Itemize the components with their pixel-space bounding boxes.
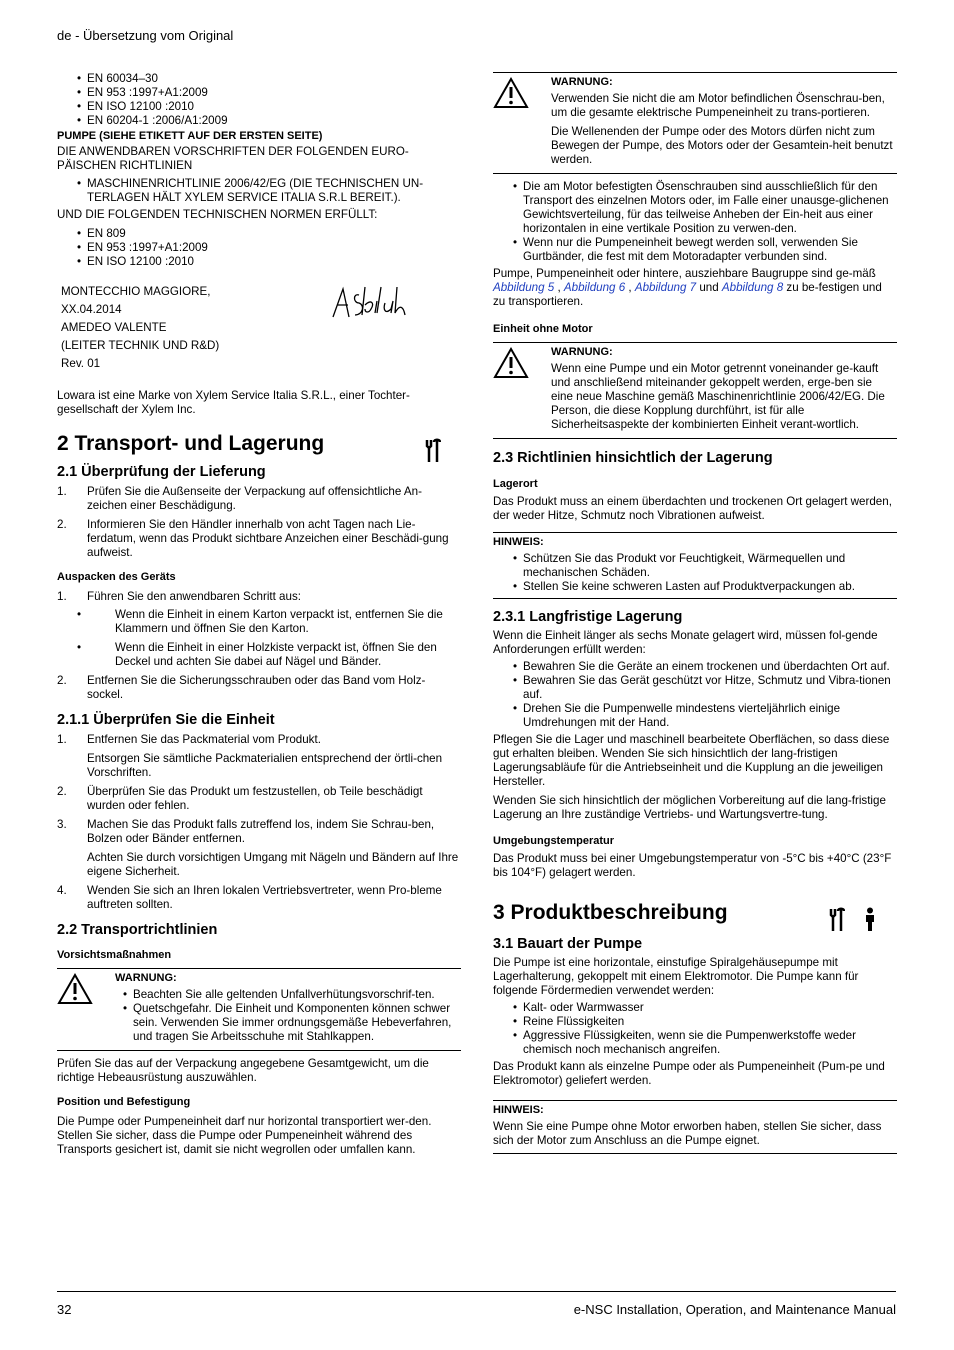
unpack-list	[57, 590, 461, 702]
item-number: 3.	[57, 818, 67, 831]
list-item: • EN 953 :1997+A1:2009	[57, 86, 461, 100]
item-text: Prüfen Sie die Außenseite der Verpackung auf offensichtliche An-zeichen einer Beschädigung.	[87, 485, 422, 512]
section-2-3-heading: 2.3 Richtlinien hinsichtlich der Lagerung	[493, 450, 773, 466]
directive-list	[57, 177, 461, 205]
left-column	[57, 72, 461, 1162]
note-title: HINWEIS:	[493, 536, 544, 548]
footer-title: e-NSC Installation, Operation, and Maintenance Manual	[573, 1302, 896, 1317]
list-item	[57, 818, 461, 879]
note-bullets	[493, 552, 897, 594]
storage-place-caption: Lagerort	[493, 478, 538, 490]
position-text: Die Pumpe oder Pumpeneinheit darf nur horizontal transportiert wer-den. Stellen Sie sicher, dass die Pumpe oder Pumpeneinheit während des Transports gesichert ist, damit sie nicht wegrollen oder umfallen kann.	[57, 1115, 432, 1156]
temperature-text: Das Produkt muss bei einer Umgebungstemperatur von -5°C bis +40°C (23°F bis 104°F) gelagert werden.	[493, 852, 892, 879]
norms-intro: UND DIE FOLGENDEN TECHNISCHEN NORMEN ERFÜLLT:	[57, 208, 378, 221]
chapter-2-heading	[57, 432, 461, 455]
signature-block	[61, 283, 461, 373]
sig-line: XX.04.2014	[61, 303, 122, 316]
warning-triangle-icon	[493, 77, 529, 109]
right-column	[493, 72, 897, 1154]
person-icon	[863, 907, 877, 933]
running-header: de - Übersetzung vom Original	[57, 28, 234, 43]
media-list	[493, 1001, 897, 1057]
list-item: • Reine Flüssigkeiten	[493, 1015, 897, 1029]
long-storage-bullets	[493, 660, 897, 730]
list-item: • EN 60204-1 :2006/A1:2009	[57, 114, 461, 128]
item-text: Überprüfen Sie das Produkt um festzustellen, ob Teile beschädigt wurden oder fehlen.	[87, 785, 423, 812]
warning-triangle-icon	[57, 973, 93, 1005]
text: und	[699, 281, 719, 294]
pump-description: Die Pumpe ist eine horizontale, einstufige Spiralgehäusepumpe mit Lagerhalterung, gekoppelt mit einem Elektromotor. Die Pumpe kann für folgende Fördermedien verwendet werden:	[493, 956, 859, 997]
list-item: • Drehen Sie die Pumpenwelle mindestens vierteljährlich einige Umdrehungen mit der Hand.	[493, 702, 897, 730]
delivery-list	[57, 485, 461, 560]
item-number: 2.	[57, 785, 67, 798]
item-number: 4.	[57, 884, 67, 897]
chapter-title: 2 Transport- und Lagerung	[57, 432, 325, 455]
list-item: • Schützen Sie das Produkt vor Feuchtigkeit, Wärmequellen und mechanischen Schäden.	[493, 552, 897, 580]
item-text: Informieren Sie den Händler innerhalb von acht Tagen nach Lie-ferdatum, wenn das Produkt sichtbare Anzeichen einer Beschädi-gung aufweist.	[87, 518, 449, 559]
item-text: Führen Sie den anwendbaren Schritt aus:	[87, 590, 301, 603]
page-number: 32	[57, 1302, 72, 1317]
note-text: Wenn Sie eine Pumpe ohne Motor erworben haben, stellen Sie sicher, dass sich der Motor zum Anschluss an die Pumpe eignet.	[493, 1120, 882, 1147]
item-number: 2.	[57, 674, 67, 687]
directives-intro: DIE ANWENDBAREN VORSCHRIFTEN DER FOLGENDEN EURO-PÄISCHEN RICHTLINIEN	[57, 145, 409, 172]
unpack-caption: Auspacken des Geräts	[57, 571, 176, 583]
warning-box	[493, 72, 897, 174]
weight-text: Prüfen Sie das auf der Verpackung angegebene Gesamtgewicht, um die richtige Hebeausrüstung auszuwählen.	[57, 1057, 429, 1084]
item-text: Machen Sie das Produkt falls zutreffend los, indem Sie Schrau-ben, Bolzen oder Bänder entfernen.	[87, 818, 435, 845]
storage-place-text: Das Produkt muss an einem überdachten und trockenen Ort gelagert werden, der weder Hitze, Schmutz noch Vibrationen aufweist.	[493, 495, 892, 522]
warning-text: Verwenden Sie nicht die am Motor befindlichen Ösenschrau-ben, um die gesamte elektrische Pumpeneinheit zu trans-portieren.	[551, 92, 885, 119]
figure-8-link[interactable]: Abbildung 8	[721, 281, 784, 294]
list-item: • Kalt- oder Warmwasser	[493, 1001, 897, 1015]
list-item: • Wenn nur die Pumpeneinheit bewegt werden soll, verwenden Sie Gurtbänder, die fest mit dem Motoradapter verbunden sind.	[493, 236, 897, 264]
warning-title: WARNUNG:	[115, 972, 177, 984]
list-item: • EN ISO 12100 :2010	[57, 100, 461, 114]
list-item: • EN 809	[57, 227, 461, 241]
list-item	[57, 884, 461, 912]
pump-caption: PUMPE (SIEHE ETIKETT AUF DER ERSTEN SEITE)	[57, 130, 323, 142]
tools-icon	[829, 907, 845, 933]
warning-box	[57, 968, 461, 1051]
note-box	[493, 1100, 897, 1154]
list-item	[57, 590, 461, 669]
check-list	[57, 733, 461, 912]
list-item: • Wenn die Einheit in einem Karton verpackt ist, entfernen Sie die Klammern und öffnen Sie den Karton.	[57, 608, 461, 636]
warning-text: Die Wellenenden der Pumpe oder des Motors dürfen nicht zum Bewegen der Pumpe, des Motors oder der Gesamtein-heit benutzt werden.	[551, 125, 893, 166]
warning-bullets	[115, 988, 461, 1044]
temperature-caption: Umgebungstemperatur	[493, 835, 615, 847]
list-item: • Die am Motor befestigten Ösenschrauben sind ausschließlich für den Transport des einzelnen Motors oder, im Falle einer unausge-glichenen Gewichtsverteilung, für das teilweise Anheben der Ein-heit aus einer horizontalen in eine vertikale Position zu verwen-den.	[493, 180, 897, 236]
tools-icon	[425, 438, 441, 464]
warning-box	[493, 342, 897, 439]
item-number: 1.	[57, 485, 67, 498]
item-text: Wenden Sie sich an Ihren lokalen Vertriebsvertreter, wenn Pro-bleme auftreten sollten.	[87, 884, 442, 911]
chapter-title: 3 Produktbeschreibung	[493, 901, 728, 924]
precaution-caption: Vorsichtsmaßnahmen	[57, 949, 172, 961]
section-2-1-1-heading: 2.1.1 Überprüfen Sie die Einheit	[57, 712, 275, 728]
sig-line: Rev. 01	[61, 357, 101, 370]
delivery-text: Das Produkt kann als einzelne Pumpe oder als Pumpeneinheit (Pum-pe und Elektromotor) geliefert werden.	[493, 1060, 885, 1087]
position-caption: Position und Befestigung	[57, 1096, 191, 1108]
sig-line: (LEITER TECHNIK UND R&D)	[61, 339, 220, 352]
section-2-3-1-heading: 2.3.1 Langfristige Lagerung	[493, 609, 683, 625]
section-3-1-heading: 3.1 Bauart der Pumpe	[493, 936, 643, 952]
section-2-1-heading: 2.1 Überprüfung der Lieferung	[57, 464, 266, 480]
item-extra: Achten Sie durch vorsichtigen Umgang mit Nägeln und Bändern auf Ihre eigene Sicherheit.	[87, 851, 459, 878]
item-text: Entfernen Sie die Sicherungsschrauben oder das Band vom Holz-sockel.	[87, 674, 426, 701]
warning-title: WARNUNG:	[551, 76, 613, 88]
long-storage-text: Pflegen Sie die Lager und maschinell bearbeitete Oberflächen, so dass diese gut erhalten bleiben. Wenden Sie sich hinsichtlich der lang-fristigen Lagerungsabläufe für die Antriebseinheit und die Kupplung an die jeweiligen Hersteller.	[493, 733, 890, 788]
sig-line: AMEDEO VALENTE	[61, 321, 167, 334]
unpack-bullets	[57, 608, 461, 669]
list-item	[57, 485, 461, 513]
list-item	[57, 733, 461, 780]
long-storage-text: Wenden Sie sich hinsichtlich der möglichen Vorbereitung auf die lang-fristige Lagerung an Ihre zuständige Vertriebs- und Wartungsvertre-tung.	[493, 794, 886, 821]
item-extra: Entsorgen Sie sämtliche Packmaterialien entsprechend der örtli-chen Vorschriften.	[87, 752, 443, 779]
note-title: HINWEIS:	[493, 1104, 544, 1116]
list-item	[57, 674, 461, 702]
list-item: • Bewahren Sie die Geräte an einem trockenen und überdachten Ort auf.	[493, 660, 897, 674]
footer-rule	[57, 1291, 896, 1292]
text: Pumpe, Pumpeneinheit oder hintere, ausziehbare Baugruppe sind ge-mäß	[493, 267, 876, 280]
list-item: • Stellen Sie keine schweren Lasten auf Produktverpackungen ab.	[493, 580, 897, 594]
list-item: • EN ISO 12100 :2010	[57, 255, 461, 269]
item-number: 2.	[57, 518, 67, 531]
motor-bullets	[493, 180, 897, 264]
warning-text: Wenn eine Pumpe und ein Motor getrennt voneinander ge-kauft und anschließend miteinander gekoppelt werden, erge-ben sie eine neue Maschine gemäß Maschinenrichtlinie 2006/42/EG. Die Person, die diese Kopplung durchführt, ist für alle Sicherheitsaspekte der kombinierten Einheit verant-wortlich.	[551, 362, 885, 431]
no-motor-caption: Einheit ohne Motor	[493, 323, 593, 335]
list-item: • Beachten Sie alle geltenden Unfallverhütungsvorschrif-ten.	[115, 988, 461, 1002]
list-item: • EN 60034–30	[57, 72, 461, 86]
section-2-2-heading: 2.2 Transportrichtlinien	[57, 922, 218, 938]
standards-list	[57, 72, 461, 128]
figure-reference: Pumpe, Pumpeneinheit oder hintere, ausziehbare Baugruppe sind ge-mäß Abbildung 5 , Abbildung 6 , Abbildung 7 und Abbildung 8 zu be-festigen und zu transportieren.	[493, 267, 882, 308]
list-item: • Bewahren Sie das Gerät geschützt vor Hitze, Schmutz und Vibra-tionen auf.	[493, 674, 897, 702]
item-number: 1.	[57, 733, 67, 746]
list-item: • Quetschgefahr. Die Einheit und Komponenten können schwer sein. Verwenden Sie immer ordnungsgemäße Hebeverfahren, und tragen Sie Arbeitsschuhe mit Stahlkappen.	[115, 1002, 461, 1044]
list-item	[57, 518, 461, 560]
norms-list	[57, 227, 461, 269]
list-item: • EN 953 :1997+A1:2009	[57, 241, 461, 255]
item-text: Entfernen Sie das Packmaterial vom Produkt.	[87, 733, 321, 746]
list-item: • MASCHINENRICHTLINIE 2006/42/EG (DIE TECHNISCHEN UN-TERLAGEN HÄLT XYLEM SERVICE ITALIA S.R.L BEREIT.).	[57, 177, 461, 205]
warning-title: WARNUNG:	[551, 346, 613, 358]
list-item: • Wenn die Einheit in einer Holzkiste verpackt ist, öffnen Sie den Deckel und achten Sie dabei auf Nägel und Bänder.	[57, 641, 461, 669]
warning-triangle-icon	[493, 347, 529, 379]
sig-line: MONTECCHIO MAGGIORE,	[61, 285, 211, 298]
long-storage-intro: Wenn die Einheit länger als sechs Monate gelagert wird, müssen fol-gende Anforderungen erfüllt werden:	[493, 629, 878, 656]
figure-6-link[interactable]: Abbildung 6	[563, 281, 626, 294]
text: zu be-festigen und zu transportieren.	[493, 281, 882, 308]
list-item: • Aggressive Flüssigkeiten, wenn sie die Pumpenwerkstoffe weder chemisch noch mechanisch angreifen.	[493, 1029, 897, 1057]
lowara-note: Lowara ist eine Marke von Xylem Service Italia S.R.L., einer Tochter-gesellschaft der Xylem Inc.	[57, 389, 410, 416]
handwritten-signature	[329, 283, 409, 323]
figure-7-link[interactable]: Abbildung 7	[634, 281, 697, 294]
note-box	[493, 532, 897, 599]
chapter-3-heading	[493, 901, 897, 924]
list-item	[57, 785, 461, 813]
figure-5-link[interactable]: Abbildung 5	[493, 281, 555, 294]
item-number: 1.	[57, 590, 67, 603]
